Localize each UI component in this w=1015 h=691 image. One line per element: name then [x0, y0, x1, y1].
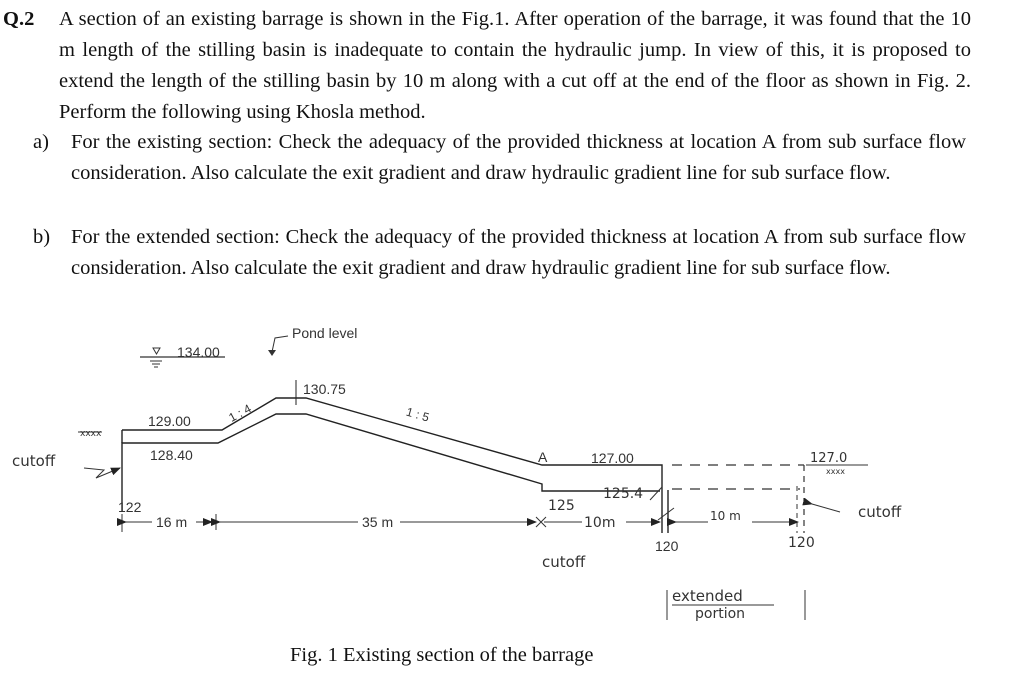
cutoff-mid-label: cutoff [542, 553, 586, 571]
downstream-cutoff-bottom-label: 120 [655, 538, 679, 554]
part-a-label: a) [33, 131, 49, 153]
downstream-floor-top-label: 127.00 [591, 450, 634, 466]
upstream-floor-top-label: 129.00 [148, 413, 191, 429]
extension-length-label: 10 m [710, 509, 741, 523]
extended-label-line1: extended [672, 587, 743, 605]
barrage-bottom-outline [122, 414, 660, 512]
question-number: Q.2 [3, 8, 35, 30]
dim-upstream-label: 16 m [156, 514, 188, 530]
svg-text:xxxx: xxxx [826, 467, 845, 476]
pond-elevation-label: 134.00 [177, 344, 220, 360]
dim-main-label: 35 m [362, 514, 394, 530]
dim-basin-label: 10m [584, 515, 616, 531]
crest-elevation-label: 130.75 [303, 381, 346, 397]
part-b-label: b) [33, 226, 51, 248]
cutoff-right-label: cutoff [858, 503, 902, 521]
pond-level-leader [272, 336, 288, 352]
part-a-text: For the existing section: Check the adequacy of the provided thickness at location A from sub surface flow consideration. Also calculate the exit gradient and draw hydraulic gradient line for sub surface flow. [71, 131, 966, 184]
cutoff-left-label: cutoff [12, 452, 56, 470]
downstream-level-label: 125 [548, 498, 575, 514]
downstream-floor-bottom-label: 125.4 [603, 486, 644, 502]
extended-label-line2: portion [695, 606, 746, 622]
part-b-text: For the extended section: Check the adequacy of the provided thickness at location A from sub surface flow consideration. Also calculate the exit gradient and draw hydraulic gradient line for sub surface flow. [71, 226, 966, 279]
figure-caption: Fig. 1 Existing section of the barrage [290, 644, 594, 666]
water-level-icon [153, 348, 160, 354]
question-text: A section of an existing barrage is shown in the Fig.1. After operation of the barrage, it was found that the 10 m length of the stilling basin is inadequate to contain the hydraulic jump. In view of this, it is proposed to extend the length of the stilling basin by 10 m along with a cut off at the end of the floor as shown in Fig. 2. Perform the following using Khosla method. [59, 8, 971, 123]
extension-top-label: 127.0 [810, 451, 848, 466]
location-a-label: A [538, 449, 548, 465]
upstream-cutoff-bottom-label: 122 [118, 499, 142, 515]
pond-level-label: Pond level [292, 325, 358, 341]
pond-level-indicator [140, 325, 357, 367]
svg-text:xxxx: xxxx [80, 429, 102, 439]
slope-downstream-label: 1 : 5 [404, 404, 431, 425]
extension-cutoff-bottom-label: 120 [788, 535, 815, 551]
upstream-floor-bottom-label: 128.40 [150, 447, 193, 463]
slope-upstream-label: 1 : 4 [226, 401, 254, 425]
barrage-top-outline [122, 398, 662, 490]
